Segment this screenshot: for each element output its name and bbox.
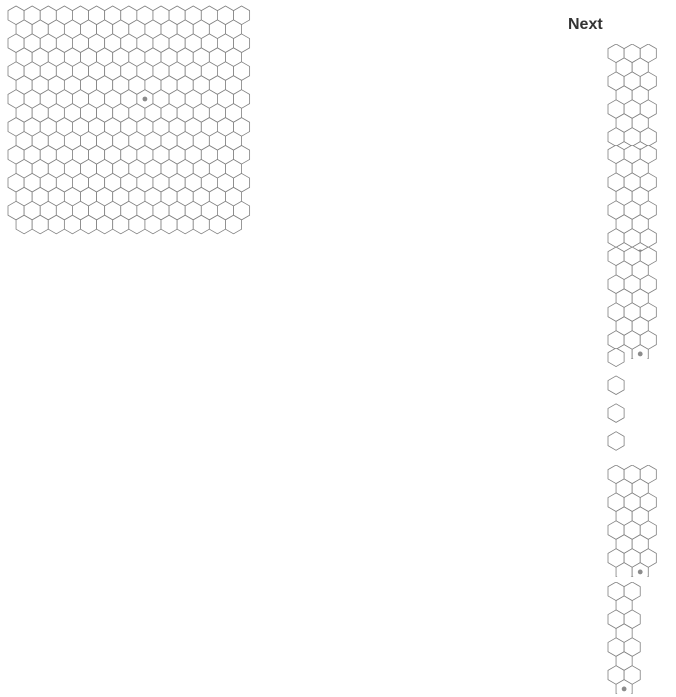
preview-origin-dot (638, 570, 643, 575)
board-origin-dot (143, 97, 148, 102)
piece-4-grid (600, 348, 676, 460)
piece-2-grid (600, 145, 676, 257)
next-piece-preview (600, 145, 676, 257)
preview-cell[interactable] (608, 348, 624, 367)
piece-6-grid (600, 582, 676, 694)
hex-board[interactable] (0, 0, 290, 250)
next-piece-preview (600, 465, 676, 577)
next-piece-preview (600, 44, 676, 156)
next-piece-preview (600, 348, 676, 460)
next-label: Next (568, 16, 603, 33)
preview-cell[interactable] (608, 432, 624, 451)
piece-1-grid (600, 44, 676, 156)
next-piece-preview (600, 247, 676, 359)
preview-origin-dot (622, 687, 627, 692)
piece-5-grid (600, 465, 676, 577)
next-piece-preview (600, 582, 676, 694)
piece-3-grid (600, 247, 676, 359)
preview-cell[interactable] (608, 376, 624, 395)
preview-cell[interactable] (608, 404, 624, 423)
